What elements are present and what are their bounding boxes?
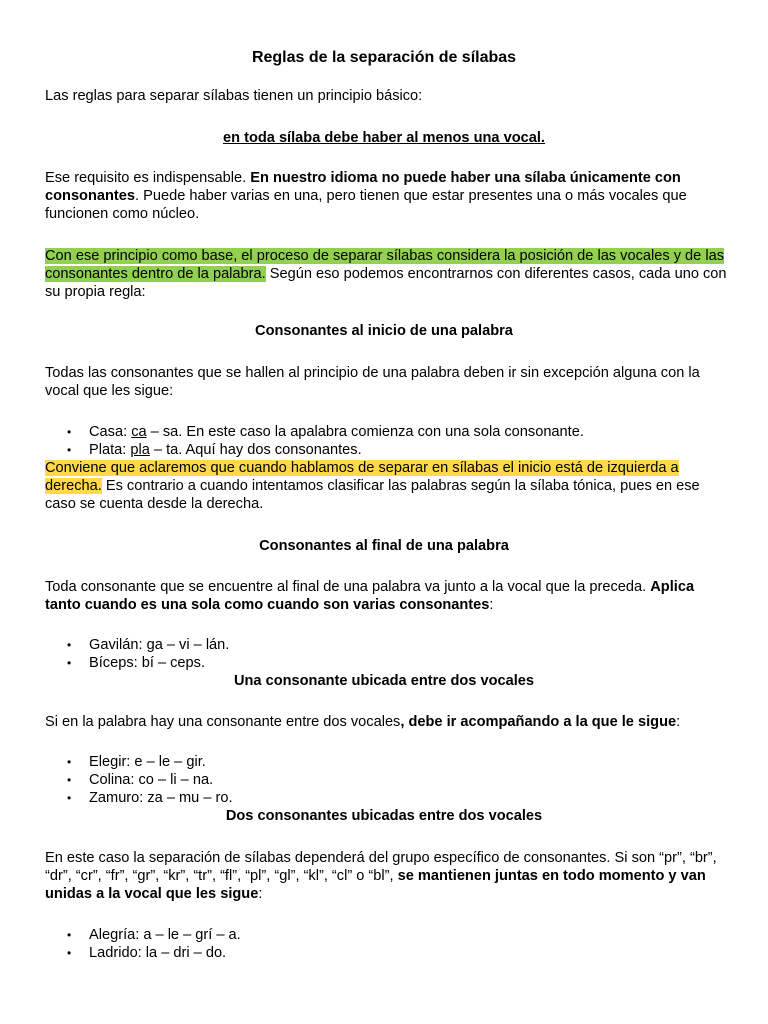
page-title: Reglas de la separación de sílabas xyxy=(251,49,517,66)
list-two-consonants xyxy=(45,926,732,962)
p1-text-a: Ese requisito es indispensable. xyxy=(45,170,251,186)
list-item: • Alegría: a – le – grí – a. xyxy=(45,926,732,944)
section-heading-one-consonant: Una consonante ubicada entre dos vocales xyxy=(233,673,535,689)
yellow-highlighted-text: Conviene que aclaremos que cuando hablamos de separar en sílabas el inicio está de izquierda a derecha. xyxy=(45,460,679,494)
list-one-consonant xyxy=(45,753,732,807)
note-rest-text: Es contrario a cuando intentamos clasificar las palabras según la sílaba tónica, pues en ese caso se cuenta desde la derecha. xyxy=(45,478,700,512)
list-item: • Gavilán: ga – vi – lán. xyxy=(45,636,732,654)
list-final xyxy=(45,636,732,672)
intro-paragraph: Las reglas para separar sílabas tienen un principio básico: xyxy=(45,88,423,104)
principle-statement xyxy=(0,129,768,147)
section-heading-final: Consonantes al final de una palabra xyxy=(259,538,509,554)
green-highlighted-text: Con ese principio como base, el proceso de separar sílabas considera la posición de las vocales y de las consonantes dentro de la palabra. xyxy=(45,248,724,282)
list-item: • Elegir: e – le – gir. xyxy=(45,753,732,771)
section-final-text: Toda consonante que se encuentre al final de una palabra va junto a la vocal que la preceda. Aplica tanto cuando es una sola como cuando son varias consonantes: xyxy=(45,579,695,613)
section-two-consonants-text: En este caso la separación de sílabas dependerá del grupo específico de consonantes. Si son “pr”, “br”, “dr”, “cr”, “fr”, “gr”, “kr”, “tr”, “fl”, “pl”, “gl”, “kl”, “cl” o “bl”, se mantienen juntas en todo momento y van unidas a la vocal que les sigue: xyxy=(45,850,717,902)
list-item: • Zamuro: za – mu – ro. xyxy=(45,789,732,807)
list-item: • Plata: pla – ta. Aquí hay dos consonantes. xyxy=(45,441,732,459)
principle-base-paragraph xyxy=(45,247,732,301)
direction-note-paragraph xyxy=(45,459,732,513)
list-item: • Bíceps: bí – ceps. xyxy=(45,654,732,672)
section-initial-text: Todas las consonantes que se hallen al principio de una palabra deben ir sin excepción alguna con la vocal que les sigue: xyxy=(45,365,700,399)
p1-text-c: . Puede haber varias en una, pero tienen que estar presentes una o más vocales que funcionen como núcleo. xyxy=(45,188,687,222)
section-one-consonant-text: Si en la palabra hay una consonante entre dos vocales, debe ir acompañando a la que le sigue: xyxy=(45,714,681,730)
list-initial xyxy=(45,423,732,459)
list-item: • Casa: ca – sa. En este caso la apalabra comienza con una sola consonante. xyxy=(45,423,732,441)
section-heading-two-consonants: Dos consonantes ubicadas entre dos vocales xyxy=(225,808,543,824)
p1-text-bold: En nuestro idioma no puede haber una sílaba únicamente con consonantes xyxy=(45,170,681,204)
principle-text: en toda sílaba debe haber al menos una vocal. xyxy=(223,130,545,146)
p2-text-rest: Según eso podemos encontrarnos con diferentes casos, cada uno con su propia regla: xyxy=(45,266,727,300)
section-heading-initial: Consonantes al inicio de una palabra xyxy=(255,323,513,339)
list-item: • Colina: co – li – na. xyxy=(45,771,732,789)
list-item: • Ladrido: la – dri – do. xyxy=(45,944,732,962)
requirement-paragraph xyxy=(45,169,732,223)
